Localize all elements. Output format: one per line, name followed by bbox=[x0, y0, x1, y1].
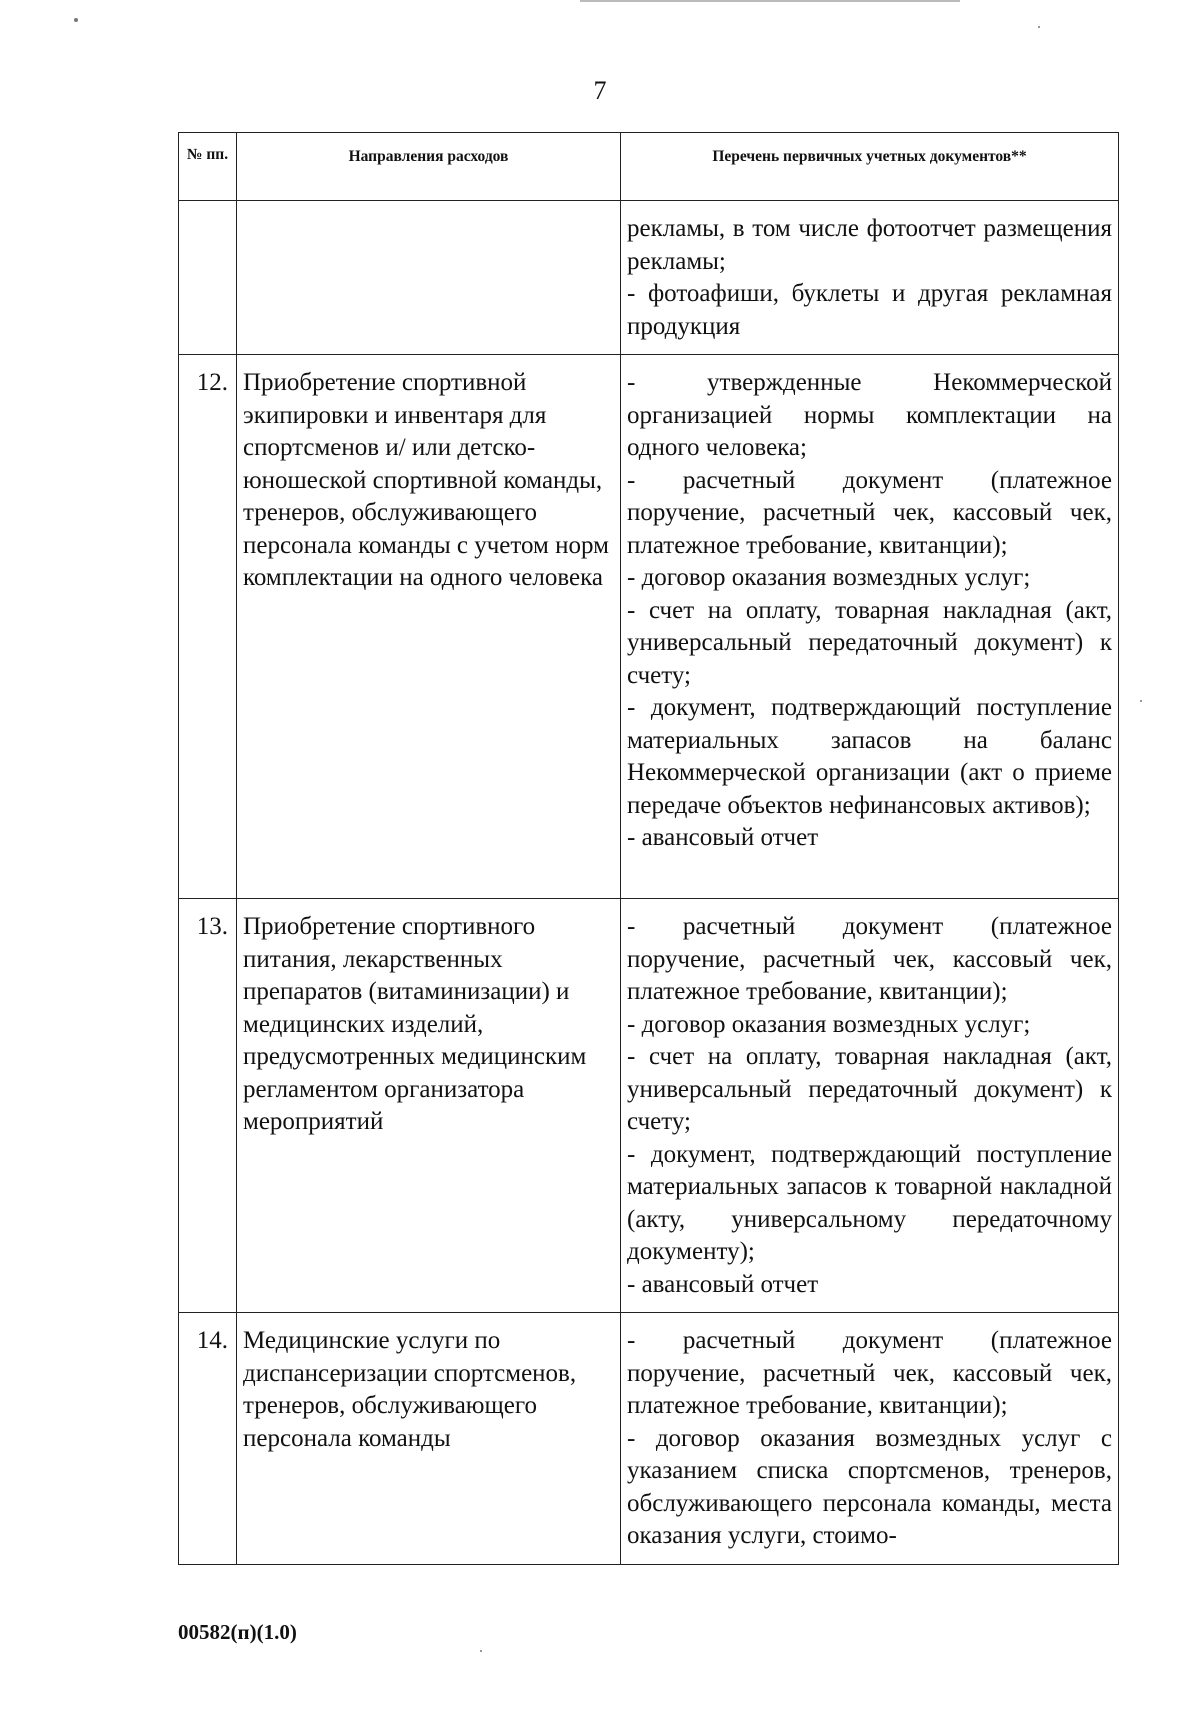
row-documents bbox=[621, 1313, 1119, 1565]
row-number bbox=[179, 201, 237, 355]
document-item: - договор оказания возмездных услуг; bbox=[627, 1010, 1031, 1038]
table-header-row bbox=[179, 133, 1119, 201]
row-direction bbox=[237, 201, 621, 355]
row-number: 12. bbox=[179, 355, 237, 899]
document-item: - расчетный документ (платежное поручение, расчетный чек, кассовый чек, платежное требование, квитанции); bbox=[627, 466, 1112, 559]
header-number: № пп. bbox=[179, 133, 237, 201]
document-item: - счет на оплату, товарная накладная (акт, универсальный передаточный документ) к счету; bbox=[627, 596, 1112, 689]
document-item: - договор оказания возмездных услуг с указанием списка спортсменов, тренеров, обслуживающего персонала команды, места оказания услуги, стоимо- bbox=[627, 1424, 1112, 1549]
scan-top-rule bbox=[580, 0, 960, 2]
row-number: 14. bbox=[179, 1313, 237, 1565]
page-number: 7 bbox=[593, 76, 607, 105]
row-number: 13. bbox=[179, 899, 237, 1313]
row-direction: Приобретение спортивного питания, лекарственных препаратов (витаминизации) и медицинских изделий, предусмотренных медицинским регламентом организатора мероприятий bbox=[237, 899, 621, 1313]
document-item: - договор оказания возмездных услуг; bbox=[627, 564, 1031, 591]
row-direction: Приобретение спортивной экипировки и инвентаря для спортсменов и/ или детско-юношеской спортивной команды, тренеров, обслуживающего персонала команды с учетом норм комплектации на одного человека bbox=[237, 355, 621, 899]
table-row bbox=[179, 355, 1119, 899]
row-documents bbox=[621, 899, 1119, 1313]
table-row bbox=[179, 899, 1119, 1313]
header-direction: Направления расходов bbox=[237, 133, 621, 201]
header-documents: Перечень первичных учетных документов** bbox=[621, 133, 1119, 201]
document-item: - авансовый отчет bbox=[627, 824, 819, 851]
document-item: - утвержденные Некоммерческой организацией нормы комплектации на одного человека; bbox=[627, 369, 1112, 461]
document-item: - документ, подтверждающий поступление материальных запасов на баланс Некоммерческой организации (акт о приеме передаче объектов нефинансовых активов); bbox=[627, 694, 1112, 819]
scan-speck bbox=[74, 18, 78, 22]
row-direction: Медицинские услуги по диспансеризации спортсменов, тренеров, обслуживающего персонала команды bbox=[237, 1313, 621, 1565]
document-item: - фотоафиши, буклеты и другая рекламная продукция bbox=[627, 280, 1112, 340]
scan-speck bbox=[1038, 26, 1040, 28]
document-item: - расчетный документ (платежное поручение, расчетный чек, кассовый чек, платежное требование, квитанции); bbox=[627, 913, 1112, 1005]
document-item: - счет на оплату, товарная накладная (акт, универсальный передаточный документ) к счету; bbox=[627, 1043, 1112, 1135]
document-item: - документ, подтверждающий поступление материальных запасов к товарной накладной (акту, универсальному передаточному документу); bbox=[627, 1140, 1112, 1265]
row-documents bbox=[621, 355, 1119, 899]
table-row bbox=[179, 201, 1119, 355]
scan-speck bbox=[480, 1650, 482, 1652]
document-item: - расчетный документ (платежное поручение, расчетный чек, кассовый чек, платежное требование, квитанции); bbox=[627, 1327, 1112, 1419]
expense-documents-table bbox=[178, 132, 1119, 1565]
table-row bbox=[179, 1313, 1119, 1565]
document-item: - авансовый отчет bbox=[627, 1270, 819, 1298]
document-item: рекламы, в том числе фотоотчет размещения рекламы; bbox=[627, 215, 1112, 275]
scan-speck bbox=[1140, 700, 1142, 702]
document-footer-code: 00582(п)(1.0) bbox=[178, 1620, 297, 1644]
row-documents bbox=[621, 201, 1119, 355]
